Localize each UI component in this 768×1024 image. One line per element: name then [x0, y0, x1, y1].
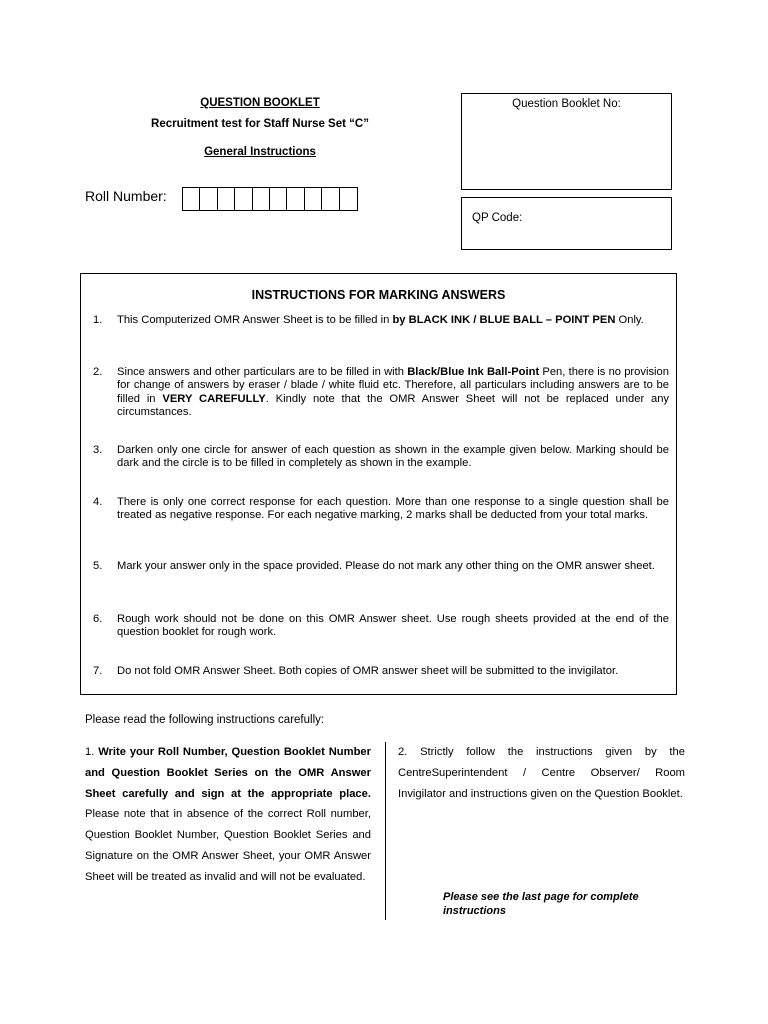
roll-number-box: [218, 188, 235, 210]
instruction-item: [93, 560, 669, 573]
instruction-item: [93, 496, 669, 523]
instruction-number: 1.: [93, 314, 103, 326]
instruction-text: Rough work should not be done on this OMR Answer sheet. Use rough sheets provided at the end of the question booklet for rough work.: [117, 613, 669, 639]
roll-number-label: Roll Number:: [85, 188, 167, 204]
last-page-note: Please see the last page for complete instructions: [443, 891, 639, 917]
booklet-title: QUESTION BOOKLET: [200, 97, 320, 109]
roll-number-boxes: [182, 187, 358, 211]
general-instructions-heading: General Instructions: [204, 146, 316, 158]
instruction-number: 4.: [93, 496, 103, 508]
roll-number-box: [322, 188, 339, 210]
roll-number-box: [270, 188, 287, 210]
left-col-text: Please note that in absence of the correct Roll number, Question Booklet Number, Question Booklet Series and Signature on the OMR Answer Sheet, your OMR Answer Sheet will be treated as invalid and will not be evaluated.: [85, 808, 371, 883]
roll-number-box: [200, 188, 217, 210]
instruction-text: Mark your answer only in the space provided. Please do not mark any other thing on the OMR answer sheet.: [117, 560, 655, 572]
instruction-column-left: [85, 742, 371, 888]
marking-instructions-title: INSTRUCTIONS FOR MARKING ANSWERS: [251, 288, 506, 302]
roll-number-box: [253, 188, 270, 210]
instruction-text: Darken only one circle for answer of each question as shown in the example given below. Marking should be dark and the circle is to be filled in completely as shown in the example.: [117, 444, 669, 470]
instruction-number: 6.: [93, 613, 103, 625]
roll-number-box: [340, 188, 357, 210]
instruction-number: 2.: [93, 366, 103, 378]
instruction-item: [93, 613, 669, 640]
marking-instructions-box: [80, 273, 677, 695]
left-col-number: 1.: [85, 746, 95, 758]
instruction-item: [93, 665, 669, 678]
instruction-text: There is only one correct response for each question. More than one response to a single question shall be treated as negative response. For each negative marking, 2 marks shall be deducted from your total marks.: [117, 496, 669, 522]
qp-code-label: QP Code:: [472, 212, 523, 224]
roll-number-box: [305, 188, 322, 210]
question-booklet-no-label: Question Booklet No:: [512, 98, 621, 110]
roll-number-box: [183, 188, 200, 210]
qp-code-box: [461, 197, 672, 250]
instruction-column-right: 2. Strictly follow the instructions given by the CentreSuperintendent / Centre Observer/ Room Invigilator and instructions given on the Question Booklet.: [398, 746, 685, 800]
instruction-number: 3.: [93, 444, 103, 456]
please-read-note: Please read the following instructions carefully:: [85, 714, 325, 726]
instruction-text: This Computerized OMR Answer Sheet is to be filled in by BLACK INK / BLUE BALL – POINT PEN Only.: [117, 314, 644, 326]
instruction-item: [93, 444, 669, 471]
column-divider: [385, 742, 386, 920]
instruction-number: 7.: [93, 665, 103, 677]
instruction-item: [93, 314, 669, 327]
roll-number-box: [235, 188, 252, 210]
question-booklet-no-box: [461, 93, 672, 190]
instruction-number: 5.: [93, 560, 103, 572]
left-col-bold-text: Write your Roll Number, Question Booklet Number and Question Booklet Series on the OMR Answer Sheet carefully and sign at the appropriate place.: [85, 746, 372, 800]
instruction-text: Do not fold OMR Answer Sheet. Both copies of OMR answer sheet will be submitted to the invigilator.: [117, 665, 619, 677]
roll-number-box: [287, 188, 304, 210]
instruction-item: [93, 366, 669, 419]
test-subtitle: Recruitment test for Staff Nurse Set “C”: [151, 118, 369, 130]
instruction-text: Since answers and other particulars are to be filled in with Black/Blue Ink Ball-Point Pen, there is no provision for change of answers by eraser / blade / white fluid etc. Therefore, all particulars including answers are to be filled in VERY CAREFULLY. Kindly note that the OMR Answer Sheet will not be replaced under any circumstances.: [117, 366, 670, 418]
